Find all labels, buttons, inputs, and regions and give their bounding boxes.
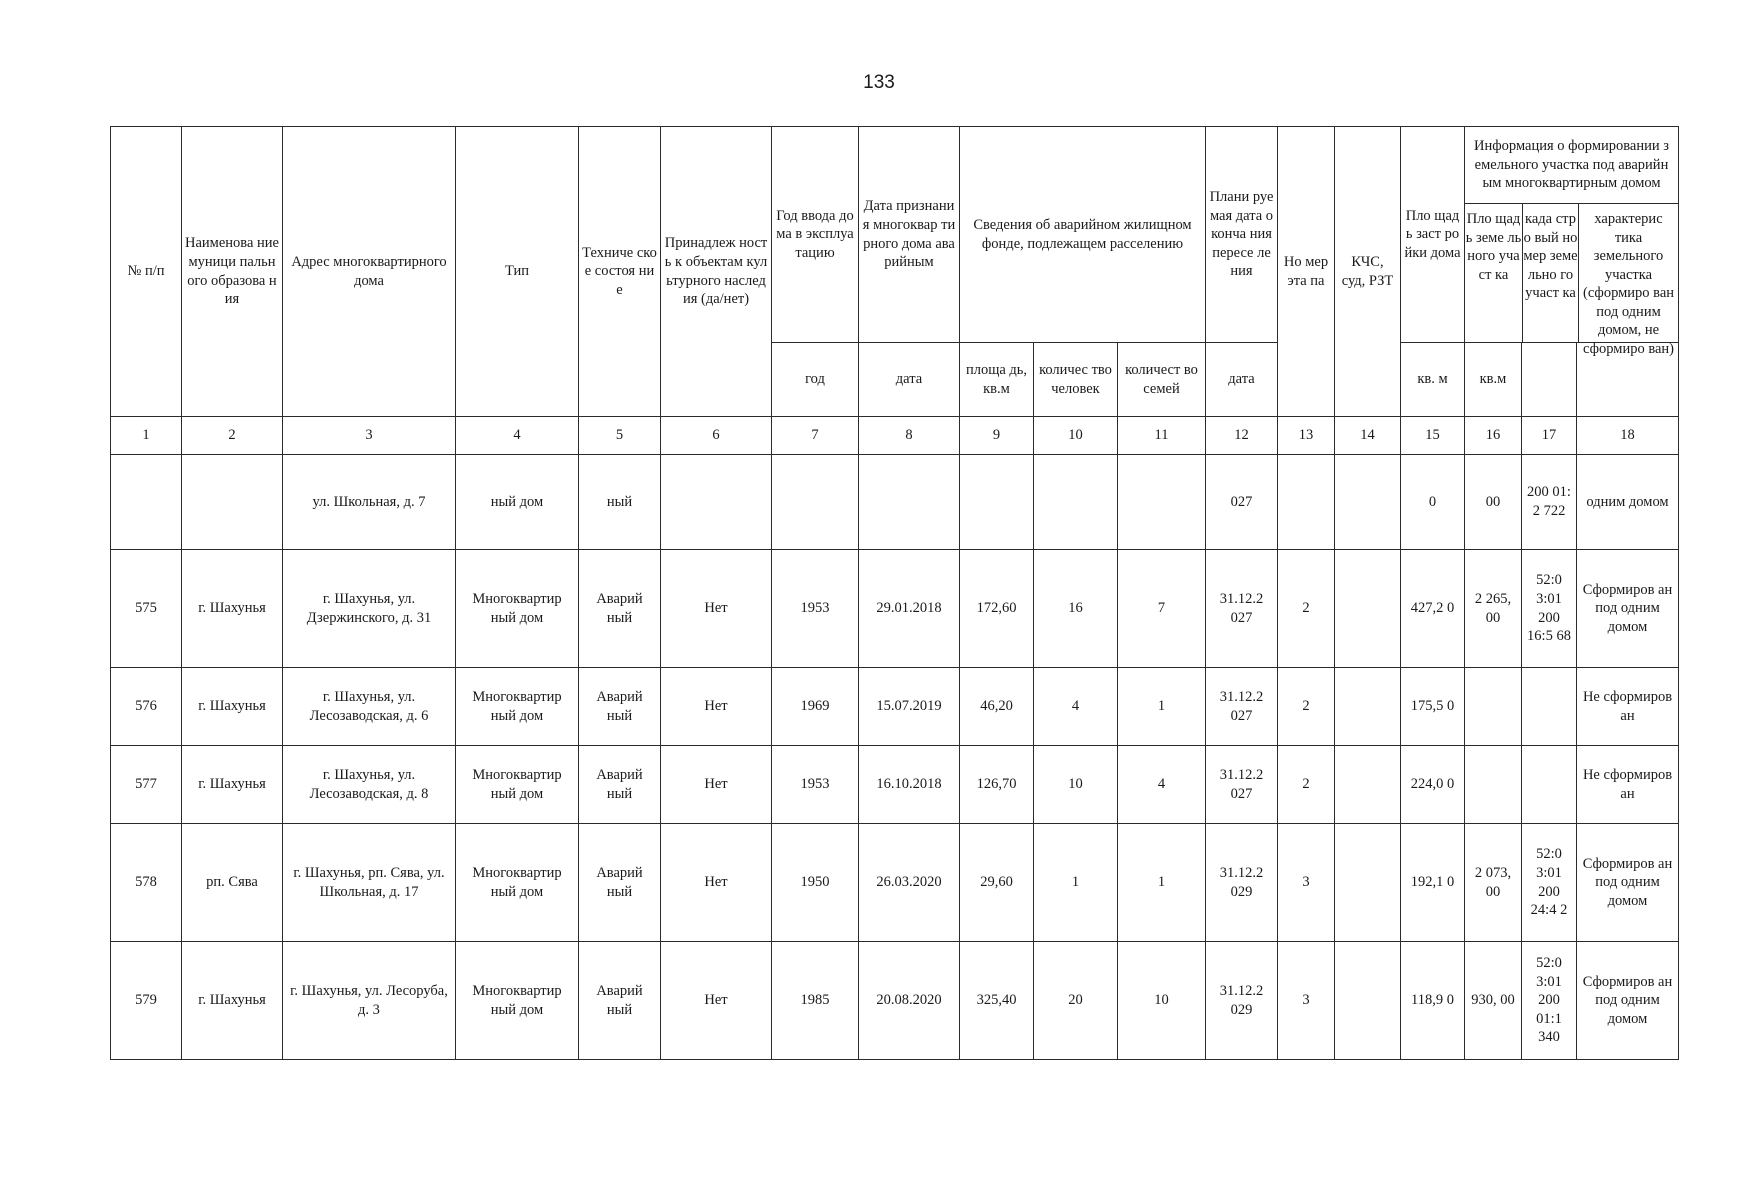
column-number: 12 [1206, 417, 1278, 455]
column-number: 9 [960, 417, 1034, 455]
cell-year: 1985 [772, 942, 859, 1060]
cell-municipality: рп. Сява [182, 824, 283, 942]
cell-condition: Аварий ный [579, 746, 661, 824]
column-number: 5 [579, 417, 661, 455]
cell-date: 29.01.2018 [859, 550, 960, 668]
cell-condition: Аварий ный [579, 942, 661, 1060]
emergency-housing-table [110, 126, 1679, 1060]
cell-num [111, 455, 182, 550]
header-planned-date: Плани руемая дата оконча ния пересе ления [1206, 127, 1278, 343]
header-land-char: характерис тика земельного участка (сформиро ван под одним домом, не сформиро ван) [1582, 211, 1675, 357]
cell-people: 1 [1034, 824, 1118, 942]
header-date-emergency: Дата признания многоквар тирного дома аварийным [859, 127, 960, 343]
cell-stage: 2 [1278, 668, 1335, 746]
cell-kchs [1335, 942, 1401, 1060]
cell-kchs [1335, 824, 1401, 942]
header-condition: Техниче ское состоя ние [579, 127, 661, 417]
header-sub-year: год [772, 343, 859, 417]
cell-families: 1 [1118, 668, 1206, 746]
cell-num: 575 [111, 550, 182, 668]
header-sub-date: дата [859, 343, 960, 417]
cell-stage: 3 [1278, 942, 1335, 1060]
header-sub-area: площа дь, кв.м [960, 343, 1034, 417]
cell-area: 126,70 [960, 746, 1034, 824]
cell-condition: Аварий ный [579, 668, 661, 746]
cell-heritage [661, 455, 772, 550]
cell-condition: Аварий ный [579, 824, 661, 942]
cell-kchs [1335, 455, 1401, 550]
cell-condition: ный [579, 455, 661, 550]
header-sub-people: количес тво человек [1034, 343, 1118, 417]
header-sub-kvm: кв. м [1401, 343, 1465, 417]
cell-land-area: 2 265, 00 [1465, 550, 1522, 668]
header-sub-kvm2: кв.м [1465, 343, 1522, 417]
cell-num: 578 [111, 824, 182, 942]
cell-address: г. Шахунья, ул. Лесозаводская, д. 8 [283, 746, 456, 824]
header-built-area: Пло щадь заст ройки дома [1401, 127, 1465, 343]
cell-families: 10 [1118, 942, 1206, 1060]
column-number: 8 [859, 417, 960, 455]
cell-land-char: Сформиров ан под одним домом [1577, 550, 1679, 668]
cell-cadastral: 52:0 3:01 200 01:1 340 [1522, 942, 1577, 1060]
table-row [111, 824, 1679, 942]
cell-land-area: 930, 00 [1465, 942, 1522, 1060]
cell-cadastral: 200 01:2 722 [1522, 455, 1577, 550]
cell-kchs [1335, 550, 1401, 668]
cell-address: г. Шахунья, ул. Лесозаводская, д. 6 [283, 668, 456, 746]
cell-type: Многоквартир ный дом [456, 746, 579, 824]
table-row-continuation [111, 455, 1679, 550]
cell-cadastral: 52:0 3:01 200 24:4 2 [1522, 824, 1577, 942]
cell-year: 1953 [772, 550, 859, 668]
cell-address: г. Шахунья, рп. Сява, ул. Школьная, д. 17 [283, 824, 456, 942]
cell-families: 7 [1118, 550, 1206, 668]
cell-people: 4 [1034, 668, 1118, 746]
cell-num: 576 [111, 668, 182, 746]
column-number: 7 [772, 417, 859, 455]
cell-municipality [182, 455, 283, 550]
cell-condition: Аварий ный [579, 550, 661, 668]
header-address: Адрес многоквартирного дома [283, 127, 456, 417]
cell-cadastral [1522, 746, 1577, 824]
cell-date: 26.03.2020 [859, 824, 960, 942]
cell-land-char: Не сформиров ан [1577, 668, 1679, 746]
header-stage-number: Но мер эта па [1278, 127, 1335, 417]
header-kchs: КЧС, суд, РЗТ [1335, 127, 1401, 417]
table-row [111, 942, 1679, 1060]
column-number-row [111, 417, 1679, 455]
cell-planned-date: 31.12.2 029 [1206, 824, 1278, 942]
column-number: 3 [283, 417, 456, 455]
cell-planned-date: 31.12.2 027 [1206, 668, 1278, 746]
cell-year: 1950 [772, 824, 859, 942]
cell-area: 46,20 [960, 668, 1034, 746]
cell-stage: 2 [1278, 550, 1335, 668]
table-row [111, 550, 1679, 668]
cell-land-char: Сформиров ан под одним домом [1577, 942, 1679, 1060]
cell-municipality: г. Шахунья [182, 746, 283, 824]
header-num: № п/п [111, 127, 182, 417]
column-number: 10 [1034, 417, 1118, 455]
cell-land-char: одним домом [1577, 455, 1679, 550]
cell-cadastral [1522, 668, 1577, 746]
cell-area: 29,60 [960, 824, 1034, 942]
table-row [111, 746, 1679, 824]
cell-families [1118, 455, 1206, 550]
header-year-commissioned: Год ввода дома в эксплуа тацию [772, 127, 859, 343]
cell-planned-date: 027 [1206, 455, 1278, 550]
header-land-group [1465, 127, 1679, 357]
header-municipality: Наименова ние муници пального образова ния [182, 127, 283, 417]
column-number: 1 [111, 417, 182, 455]
header-housing-info: Сведения об аварийном жилищном фонде, подлежащем расселению [960, 127, 1206, 343]
column-number: 15 [1401, 417, 1465, 455]
cell-built-area: 192,1 0 [1401, 824, 1465, 942]
column-number: 18 [1577, 417, 1679, 455]
cell-people [1034, 455, 1118, 550]
cell-cadastral: 52:0 3:01 200 16:5 68 [1522, 550, 1577, 668]
cell-area [960, 455, 1034, 550]
cell-planned-date: 31.12.2 027 [1206, 746, 1278, 824]
cell-heritage: Нет [661, 824, 772, 942]
cell-year [772, 455, 859, 550]
cell-type: ный дом [456, 455, 579, 550]
cell-address: ул. Школьная, д. 7 [283, 455, 456, 550]
column-number: 2 [182, 417, 283, 455]
cell-land-area [1465, 746, 1522, 824]
cell-heritage: Нет [661, 550, 772, 668]
cell-municipality: г. Шахунья [182, 668, 283, 746]
cell-built-area: 224,0 0 [1401, 746, 1465, 824]
header-cadastral-cont [1522, 343, 1577, 417]
cell-families: 1 [1118, 824, 1206, 942]
header-sub-families: количест во семей [1118, 343, 1206, 417]
cell-land-area [1465, 668, 1522, 746]
column-number: 14 [1335, 417, 1401, 455]
header-land-info: Информация о формировании земельного участка под аварийным многоквартирным домом [1465, 127, 1678, 204]
cell-date: 20.08.2020 [859, 942, 960, 1060]
cell-area: 325,40 [960, 942, 1034, 1060]
cell-built-area: 175,5 0 [1401, 668, 1465, 746]
cell-land-char: Сформиров ан под одним домом [1577, 824, 1679, 942]
cell-type: Многоквартир ный дом [456, 942, 579, 1060]
column-number: 11 [1118, 417, 1206, 455]
cell-stage: 3 [1278, 824, 1335, 942]
cell-heritage: Нет [661, 746, 772, 824]
cell-kchs [1335, 668, 1401, 746]
cell-land-area: 2 073, 00 [1465, 824, 1522, 942]
cell-planned-date: 31.12.2 029 [1206, 942, 1278, 1060]
page-number: 133 [863, 72, 895, 93]
cell-address: г. Шахунья, ул. Дзержинского, д. 31 [283, 550, 456, 668]
cell-num: 579 [111, 942, 182, 1060]
cell-built-area: 427,2 0 [1401, 550, 1465, 668]
header-cadastral: када стро вый но мер земе льно го участ ка [1523, 204, 1579, 342]
cell-area: 172,60 [960, 550, 1034, 668]
cell-date: 15.07.2019 [859, 668, 960, 746]
cell-date [859, 455, 960, 550]
column-number: 17 [1522, 417, 1577, 455]
cell-type: Многоквартир ный дом [456, 824, 579, 942]
cell-heritage: Нет [661, 942, 772, 1060]
cell-people: 10 [1034, 746, 1118, 824]
cell-municipality: г. Шахунья [182, 942, 283, 1060]
table-row [111, 668, 1679, 746]
cell-date: 16.10.2018 [859, 746, 960, 824]
cell-type: Многоквартир ный дом [456, 550, 579, 668]
cell-num: 577 [111, 746, 182, 824]
column-number: 4 [456, 417, 579, 455]
cell-families: 4 [1118, 746, 1206, 824]
cell-stage [1278, 455, 1335, 550]
header-land-area: Пло щадь земе льного участ ка [1465, 204, 1523, 342]
cell-built-area: 0 [1401, 455, 1465, 550]
cell-kchs [1335, 746, 1401, 824]
cell-stage: 2 [1278, 746, 1335, 824]
cell-year: 1953 [772, 746, 859, 824]
cell-people: 16 [1034, 550, 1118, 668]
cell-heritage: Нет [661, 668, 772, 746]
cell-planned-date: 31.12.2 027 [1206, 550, 1278, 668]
column-number: 13 [1278, 417, 1335, 455]
cell-address: г. Шахунья, ул. Лесоруба, д. 3 [283, 942, 456, 1060]
cell-land-area: 00 [1465, 455, 1522, 550]
cell-people: 20 [1034, 942, 1118, 1060]
cell-land-char: Не сформиров ан [1577, 746, 1679, 824]
column-number: 6 [661, 417, 772, 455]
header-type: Тип [456, 127, 579, 417]
header-sub-plan-date: дата [1206, 343, 1278, 417]
header-heritage: Принадлеж ность к объектам культурного наследия (да/нет) [661, 127, 772, 417]
column-number: 16 [1465, 417, 1522, 455]
cell-year: 1969 [772, 668, 859, 746]
cell-built-area: 118,9 0 [1401, 942, 1465, 1060]
cell-municipality: г. Шахунья [182, 550, 283, 668]
cell-type: Многоквартир ный дом [456, 668, 579, 746]
